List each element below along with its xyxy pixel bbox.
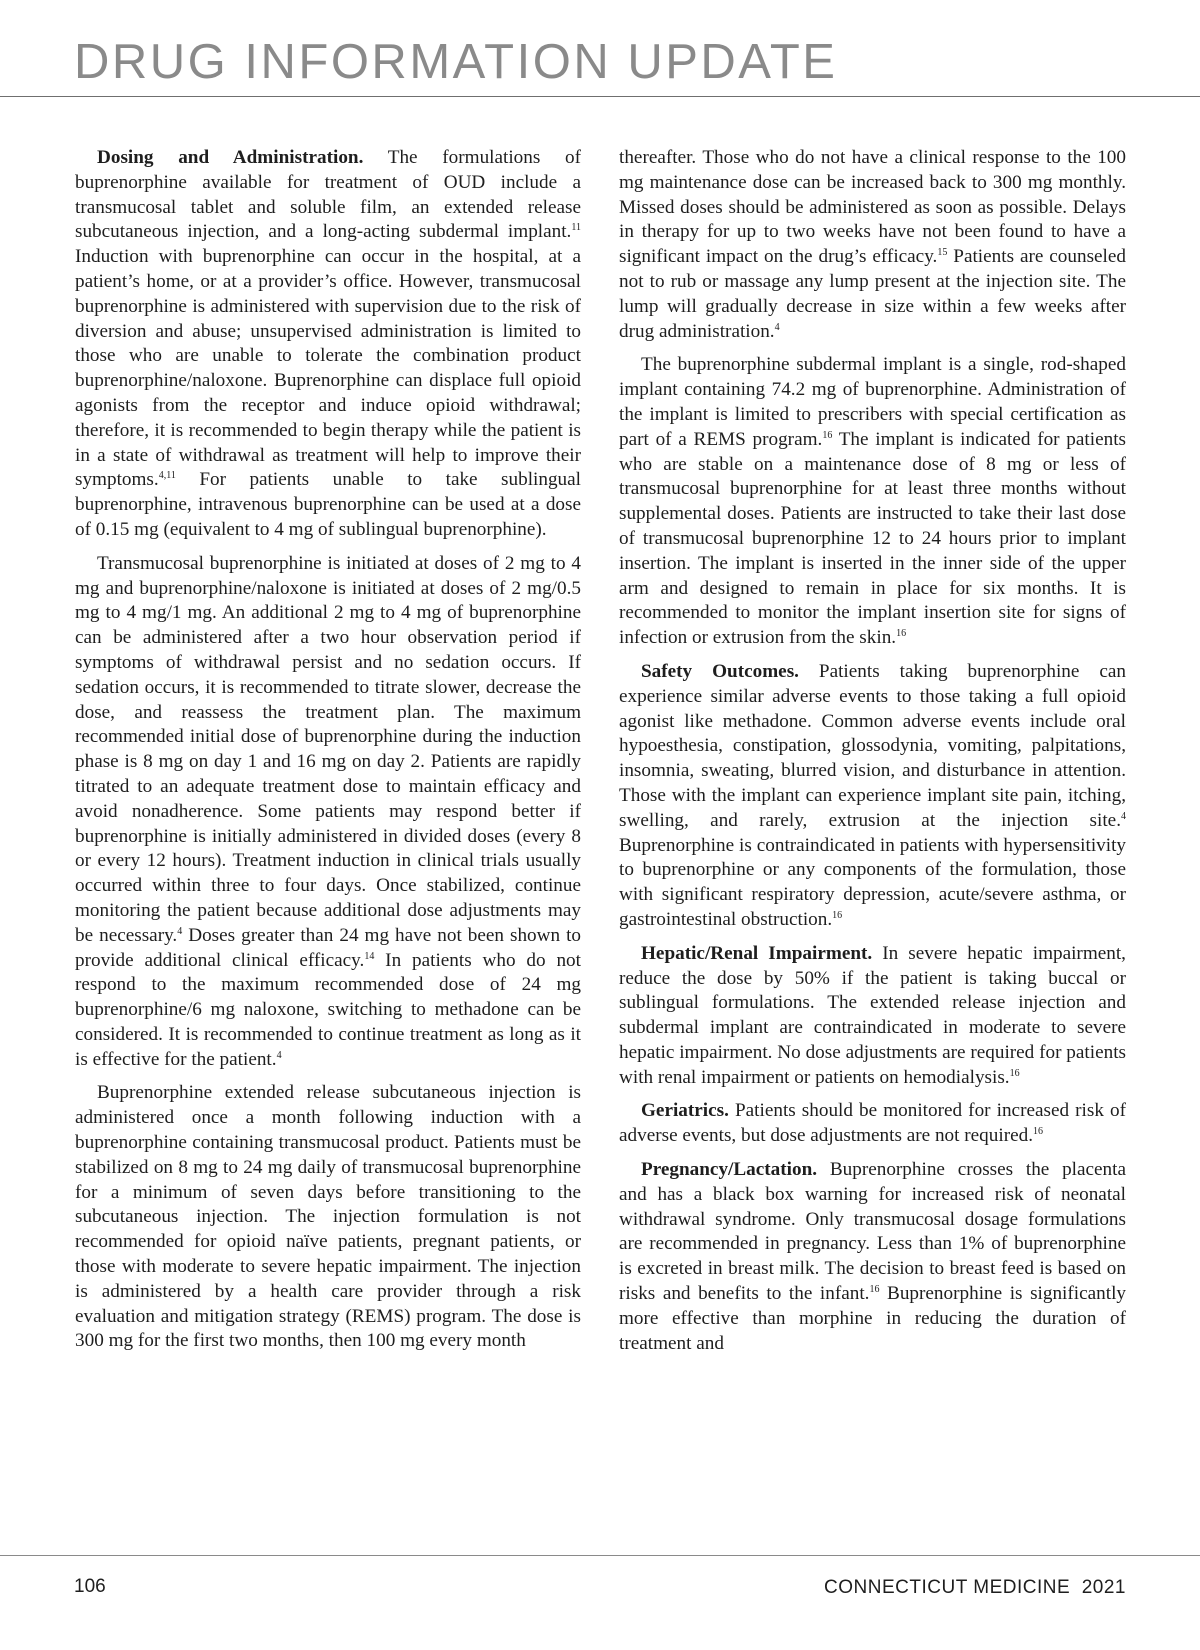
hepatic-heading: Hepatic/Renal Impairment. — [641, 942, 873, 964]
implant-paragraph: The buprenorphine subdermal implant is a single, rod-shaped implant containing 74.2 mg of buprenorphine. Administration of the implant is limited to prescribers with special certification as part of a REMS program.$^{16}$ The implant is indicated for patients who are stable on a maintenance dose of 8 mg or less of transmucosal buprenorphine for at least three months without supplemental doses. Patients are instructed to take their last dose of transmucosal buprenorphine 12 to 24 hours prior to implant insertion. The implant is inserted in the inner side of the upper arm and designed to remain in place for six months. It is recommended to monitor the implant insertion site for signs of infection or extrusion from the skin.$^{16}$ — [619, 354, 1126, 649]
citation: 4 — [1121, 810, 1126, 822]
dosing-paragraph-3: Buprenorphine extended release subcutaneous injection is administered once a month following induction with a buprenorphine containing transmucosal product. Patients must be stabilized on 8 mg to 24 mg daily of transmucosal buprenorphine for a minimum of seven days before transitioning to the subcutaneous injection. The injection formulation is not recommended for opioid naïve patients, pregnant patients, or those with moderate to severe hepatic impairment. The injection is administered by a health care provider through a risk evaluation and mitigation strategy (REMS) program. The dose is 300 mg for the first two months, then 100 mg every month — [75, 1082, 581, 1352]
dosing-heading: Dosing and Administration. — [97, 147, 364, 168]
citation: 16 — [896, 628, 907, 640]
geriatrics-paragraph: Geriatrics. Patients should be monitored for increased risk of adverse events, but dose adjustments are not required.$^{16}$ — [619, 1100, 1126, 1147]
left-column — [75, 146, 581, 1506]
citation: 4 — [276, 1049, 282, 1061]
header-divider — [0, 96, 1200, 97]
geriatrics-heading: Geriatrics. — [641, 1100, 729, 1122]
journal-name: CONNECTICUT MEDICINE — [824, 1577, 1071, 1598]
citation: 14 — [364, 950, 375, 962]
citation: 11 — [571, 222, 581, 234]
citation: 4 — [177, 925, 183, 937]
dosing-paragraph-3-continued: thereafter. Those who do not have a clinical response to the 100 mg maintenance dose can be increased back to 300 mg monthly. Missed doses should be administered as soon as possible. Delays in therapy for up to two weeks have not been found to have a significant impact on the drug’s efficacy.$^{15}$ Patients are counseled not to rub or massage any lump present at the injection site. The lump will gradually decrease in size within a few weeks after drug administration.$^4$ — [619, 147, 1126, 342]
safety-heading: Safety Outcomes. — [641, 660, 799, 682]
journal-year: 2021 — [1081, 1577, 1126, 1598]
safety-paragraph: Safety Outcomes. Patients taking buprenorphine can experience similar adverse events to those taking a full opioid agonist like methadone. Common adverse events include oral hypoesthesia, constipation, glossodynia, vomiting, palpitations, insomnia, sweating, blurred vision, and disturbance in attention. Those with the implant can experience implant site pain, itching, swelling, and rarely, extrusion at the injection site.$^4$ Buprenorphine is contraindicated in patients with hypersensitivity to buprenorphine or any components of the formulation, those with significant respiratory depression, acute/severe asthma, or gastrointestinal obstruction.$^{16}$ — [619, 660, 1126, 930]
citation: 16 — [822, 429, 833, 441]
citation: 16 — [869, 1284, 880, 1296]
citation: 4 — [774, 321, 780, 333]
pregnancy-heading: Pregnancy/Lactation. — [641, 1159, 818, 1181]
dosing-paragraph-1: Dosing and Administration. The formulations of buprenorphine available for treatment of OUD include a transmucosal tablet and soluble film, an extended release subcutaneous injection, and a long-acting subdermal implant.$^{11}$ Induction with buprenorphine can occur in the hospital, at a patient’s home, or at a provider’s office. However, transmucosal buprenorphine is administered with supervision due to the risk of diversion and abuse; unsupervised administration is limited to those who are unable to tolerate the combination product buprenorphine/naloxone. Buprenorphine can displace full opioid agonists from the receptor and induce opioid withdrawal; therefore, it is recommended to begin therapy while the patient is in a state of withdrawal as treatment will help to improve their symptoms.$^{4,11}$ For patients unable to take sublingual buprenorphine, intravenous buprenorphine can be used at a dose of 0.15 mg (equivalent to 4 mg of sublingual buprenorphine). — [75, 147, 581, 540]
citation: 16 — [832, 909, 843, 921]
footer-divider — [0, 1555, 1200, 1556]
journal-footer — [824, 1577, 1126, 1599]
citation: 16 — [1033, 1126, 1044, 1138]
dosing-paragraph-2: Transmucosal buprenorphine is initiated at doses of 2 mg to 4 mg and buprenorphine/naloxone is initiated at doses of 2 mg/0.5 mg to 4 mg/1 mg. An additional 2 mg to 4 mg of buprenorphine can be administered after a two hour observation period if symptoms of withdrawal persist and no sedation occurs. If sedation occurs, it is recommended to titrate slower, decrease the dose, and reassess the treatment plan. The maximum recommended initial dose of buprenorphine during the induction phase is 8 mg on day 1 and 16 mg on day 2. Patients are rapidly titrated to an adequate treatment dose to maintain efficacy and avoid nonadherence. Some patients may respond better if buprenorphine is initially administered in divided doses (every 8 or every 12 hours). Treatment induction in clinical trials usually occurred within three to four days. Once stabilized, continue monitoring the patient because additional dose adjustments may be necessary.$^4$ Doses greater than 24 mg have not been shown to provide additional clinical efficacy.$^{14}$ In patients who do not respond to the maximum recommended dose of 24 mg buprenorphine/6 mg naloxone, switching to methadone can be considered. It is recommended to continue treatment as long as it is effective for the patient.$^4$ — [75, 552, 581, 1070]
page-number: 106 — [74, 1576, 106, 1597]
right-column — [619, 146, 1126, 1506]
citation: 15 — [937, 247, 948, 259]
citation: 4,11 — [158, 470, 176, 482]
citation: 16 — [1009, 1067, 1020, 1079]
hepatic-paragraph: Hepatic/Renal Impairment. In severe hepatic impairment, reduce the dose by 50% if the patient is taking buccal or sublingual formulations. The extended release injection and subdermal implant are contraindicated in moderate to severe hepatic impairment. No dose adjustments are required for patients with renal impairment or patients on hemodialysis.$^{16}$ — [619, 942, 1126, 1088]
pregnancy-paragraph: Pregnancy/Lactation. Buprenorphine crosses the placenta and has a black box warning for increased risk of neonatal withdrawal syndrome. Only transmucosal dosage formulations are recommended in pregnancy. Less than 1% of buprenorphine is excreted in breast milk. The decision to breast feed is based on risks and benefits to the infant.$^{16}$ Buprenorphine is significantly more effective than morphine in reducing the duration of treatment and — [619, 1159, 1126, 1354]
section-title: DRUG INFORMATION UPDATE — [74, 35, 838, 89]
